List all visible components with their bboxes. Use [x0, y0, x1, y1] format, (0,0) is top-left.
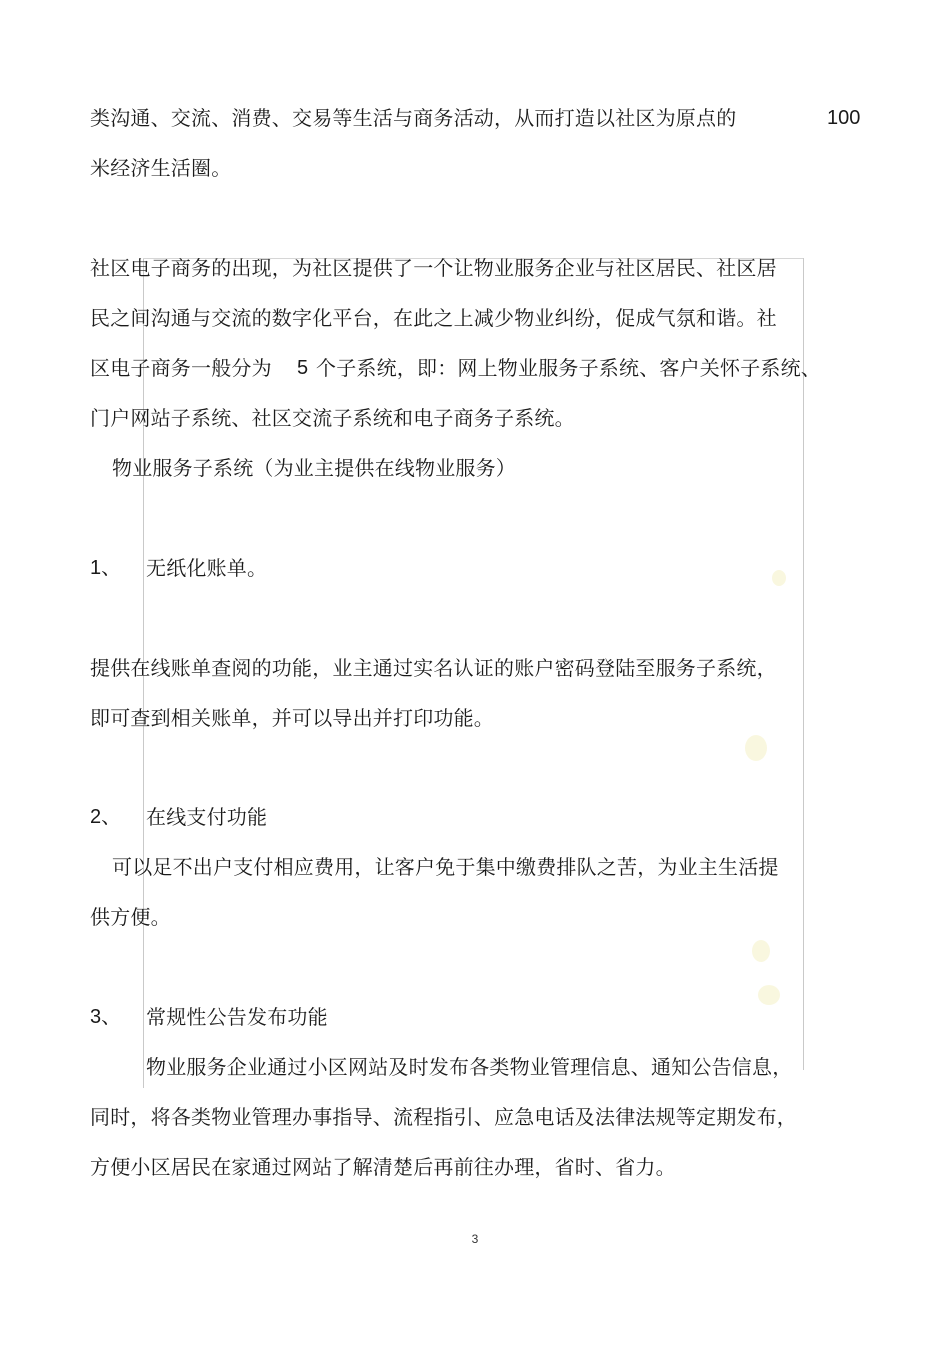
paragraph-line: 类沟通、交流、消费、交易等生活与商务活动，从而打造以社区为原点的 — [90, 106, 737, 130]
list-item-title: 在线支付功能 — [146, 805, 268, 829]
scan-artifact-smudge — [772, 570, 786, 586]
paragraph-line: 社区电子商务的出现，为社区提供了一个让物业服务企业与社区居民、社区居 — [90, 256, 777, 280]
paragraph-line: 民之间沟通与交流的数字化平台，在此之上减少物业纠纷，促成气氛和谐。社 — [90, 306, 777, 330]
paragraph-line: 个子系统，即：网上物业服务子系统、客户关怀子系统、 — [316, 356, 821, 380]
paragraph-line: 门户网站子系统、社区交流子系统和电子商务子系统。 — [90, 406, 575, 430]
scan-artifact-smudge — [752, 940, 770, 962]
section-heading: 物业服务子系统（为业主提供在线物业服务） — [112, 456, 516, 480]
paragraph-line: 米经济生活圈。 — [90, 156, 232, 180]
paragraph-line: 方便小区居民在家通过网站了解清楚后再前往办理，省时、省力。 — [90, 1155, 676, 1179]
scan-artifact-smudge — [758, 985, 780, 1005]
paragraph-line: 可以足不出户支付相应费用，让客户免于集中缴费排队之苦，为业主生活提 — [112, 855, 779, 879]
paragraph-line: 同时，将各类物业管理办事指导、流程指引、应急电话及法律法规等定期发布， — [90, 1105, 797, 1129]
list-number: 1、 — [90, 557, 122, 579]
scan-artifact-smudge — [745, 735, 767, 761]
paragraph-line: 即可查到相关账单，并可以导出并打印功能。 — [90, 706, 494, 730]
list-number: 3、 — [90, 1006, 122, 1028]
paragraph-line: 提供在线账单查阅的功能，业主通过实名认证的账户密码登陆至服务子系统， — [90, 656, 777, 680]
inline-number: 100 — [827, 107, 861, 129]
page-number: 3 — [471, 1232, 479, 1246]
inline-number: 5 — [297, 357, 309, 379]
paragraph-line: 供方便。 — [90, 905, 171, 929]
list-item-title: 无纸化账单。 — [146, 556, 268, 580]
list-number: 2、 — [90, 806, 122, 828]
list-item-title: 常规性公告发布功能 — [146, 1005, 328, 1029]
paragraph-line: 物业服务企业通过小区网站及时发布各类物业管理信息、通知公告信息， — [146, 1055, 793, 1079]
paragraph-line: 区电子商务一般分为 — [90, 356, 272, 380]
